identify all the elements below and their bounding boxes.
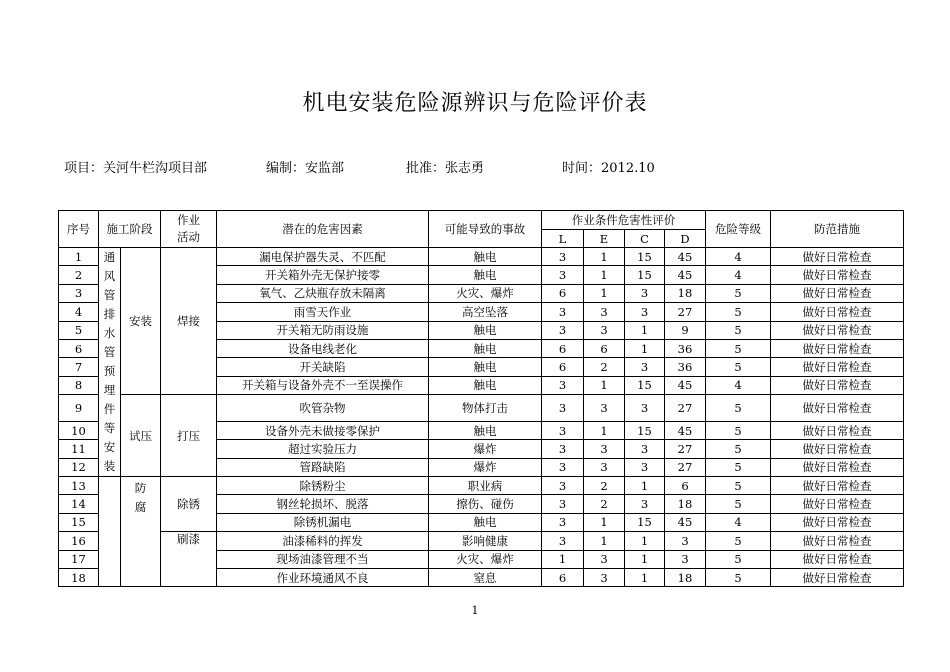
cell-accident: 触电: [429, 266, 542, 284]
cell-accident: 触电: [429, 513, 542, 531]
cell-level: 5: [706, 358, 771, 376]
header-level: 危险等级: [706, 211, 771, 248]
cell-hazard: 作业环境通风不良: [217, 568, 429, 586]
cell-no: 14: [59, 495, 99, 513]
cell-hazard: 钢丝轮损坏、脱落: [217, 495, 429, 513]
cell-D: 18: [665, 568, 706, 586]
cell-accident: 触电: [429, 321, 542, 339]
cell-C: 1: [625, 321, 665, 339]
cell-no: 13: [59, 477, 99, 495]
cell-C: 1: [625, 339, 665, 357]
cell-E: 3: [584, 440, 625, 458]
cell-accident: 触电: [429, 358, 542, 376]
cell-measure: 做好日常检查: [771, 421, 904, 439]
cell-measure: 做好日常检查: [771, 532, 904, 550]
cell-D: 36: [665, 339, 706, 357]
cell-L: 3: [542, 477, 584, 495]
cell-D: 27: [665, 458, 706, 476]
cell-E: 2: [584, 358, 625, 376]
cell-L: 6: [542, 358, 584, 376]
cell-hazard: 设备外壳未做接零保护: [217, 421, 429, 439]
cell-C: 1: [625, 550, 665, 568]
cell-C: 15: [625, 376, 665, 394]
cell-L: 1: [542, 550, 584, 568]
cell-C: 3: [625, 458, 665, 476]
cell-measure: 做好日常检查: [771, 248, 904, 266]
cell-no: 7: [59, 358, 99, 376]
cell-measure: 做好日常检查: [771, 458, 904, 476]
cell-C: 3: [625, 303, 665, 321]
cell-level: 5: [706, 477, 771, 495]
cell-level: 5: [706, 495, 771, 513]
cell-D: 6: [665, 477, 706, 495]
cell-C: 15: [625, 421, 665, 439]
cell-no: 10: [59, 421, 99, 439]
document-title: 机电安装危险源辨识与危险评价表: [302, 91, 648, 116]
cell-C: 15: [625, 513, 665, 531]
cell-L: 3: [542, 532, 584, 550]
cell-E: 2: [584, 495, 625, 513]
cell-measure: 做好日常检查: [771, 321, 904, 339]
cell-level: 5: [706, 339, 771, 357]
cell-level: 5: [706, 303, 771, 321]
cell-E: 1: [584, 248, 625, 266]
cell-E: 2: [584, 477, 625, 495]
cell-C: 1: [625, 532, 665, 550]
cell-C: 15: [625, 248, 665, 266]
header-row-1: [59, 211, 904, 230]
cell-L: 6: [542, 568, 584, 586]
cell-hazard: 吹管杂物: [217, 395, 429, 422]
cell-no: 11: [59, 440, 99, 458]
cell-E: 6: [584, 339, 625, 357]
cell-no: 18: [59, 568, 99, 586]
cell-no: 17: [59, 550, 99, 568]
cell-hazard: 现场油漆管理不当: [217, 550, 429, 568]
activity-paint: 刷漆: [161, 532, 217, 587]
cell-measure: 做好日常检查: [771, 495, 904, 513]
cell-measure: 做好日常检查: [771, 358, 904, 376]
cell-E: 3: [584, 395, 625, 422]
activity-press: 打压: [161, 395, 217, 477]
cell-measure: 做好日常检查: [771, 477, 904, 495]
stage-empty-cell: [99, 477, 121, 587]
cell-E: 1: [584, 376, 625, 394]
meta-project: 项目：关河牛栏沟项目部: [64, 161, 208, 176]
cell-L: 3: [542, 421, 584, 439]
cell-level: 5: [706, 284, 771, 302]
substage-anticorr: 防腐: [121, 477, 161, 587]
table-row: [59, 395, 904, 422]
cell-accident: 触电: [429, 376, 542, 394]
cell-hazard: 除锈粉尘: [217, 477, 429, 495]
cell-level: 4: [706, 513, 771, 531]
cell-C: 3: [625, 495, 665, 513]
cell-D: 3: [665, 550, 706, 568]
cell-level: 4: [706, 266, 771, 284]
cell-level: 5: [706, 440, 771, 458]
cell-D: 27: [665, 395, 706, 422]
cell-accident: 高空坠落: [429, 303, 542, 321]
cell-measure: 做好日常检查: [771, 395, 904, 422]
cell-L: 3: [542, 321, 584, 339]
cell-accident: 触电: [429, 339, 542, 357]
cell-D: 45: [665, 266, 706, 284]
header-D: D: [665, 230, 706, 248]
cell-measure: 做好日常检查: [771, 568, 904, 586]
cell-no: 9: [59, 395, 99, 422]
substage-test: 试压: [121, 395, 161, 477]
cell-accident: 触电: [429, 248, 542, 266]
meta-time: 时间：2012.10: [562, 161, 655, 176]
header-L: L: [542, 230, 584, 248]
cell-D: 18: [665, 284, 706, 302]
cell-accident: 职业病: [429, 477, 542, 495]
cell-E: 3: [584, 303, 625, 321]
cell-D: 45: [665, 421, 706, 439]
table-row: [59, 477, 904, 495]
cell-C: 3: [625, 358, 665, 376]
cell-no: 8: [59, 376, 99, 394]
cell-measure: 做好日常检查: [771, 284, 904, 302]
header-no: 序号: [59, 211, 99, 248]
cell-L: 3: [542, 440, 584, 458]
table-row: [59, 248, 904, 266]
cell-no: 5: [59, 321, 99, 339]
cell-no: 2: [59, 266, 99, 284]
cell-hazard: 开关箱外壳无保护接零: [217, 266, 429, 284]
cell-accident: 物体打击: [429, 395, 542, 422]
activity-derust: 除锈: [161, 477, 217, 532]
cell-D: 3: [665, 532, 706, 550]
header-measure: 防范措施: [771, 211, 904, 248]
cell-D: 18: [665, 495, 706, 513]
cell-C: 1: [625, 568, 665, 586]
cell-E: 3: [584, 568, 625, 586]
cell-level: 5: [706, 532, 771, 550]
cell-E: 1: [584, 513, 625, 531]
stage-main-cell: 通风管排水管预埋件等安装: [99, 248, 121, 477]
cell-level: 5: [706, 321, 771, 339]
cell-D: 45: [665, 248, 706, 266]
cell-level: 5: [706, 568, 771, 586]
cell-L: 3: [542, 395, 584, 422]
cell-measure: 做好日常检查: [771, 339, 904, 357]
cell-hazard: 漏电保护器失灵、不匹配: [217, 248, 429, 266]
cell-L: 6: [542, 284, 584, 302]
cell-C: 15: [625, 266, 665, 284]
cell-hazard: 超过实验压力: [217, 440, 429, 458]
cell-D: 45: [665, 513, 706, 531]
header-accident: 可能导致的事故: [429, 211, 542, 248]
cell-measure: 做好日常检查: [771, 513, 904, 531]
header-E: E: [584, 230, 625, 248]
cell-accident: 火灾、爆炸: [429, 284, 542, 302]
cell-level: 5: [706, 458, 771, 476]
cell-hazard: 设备电线老化: [217, 339, 429, 357]
cell-measure: 做好日常检查: [771, 440, 904, 458]
cell-D: 45: [665, 376, 706, 394]
cell-level: 5: [706, 421, 771, 439]
cell-no: 3: [59, 284, 99, 302]
cell-hazard: 油漆稀料的挥发: [217, 532, 429, 550]
cell-D: 27: [665, 440, 706, 458]
cell-L: 3: [542, 376, 584, 394]
cell-accident: 窒息: [429, 568, 542, 586]
cell-no: 6: [59, 339, 99, 357]
header-stage: 施工阶段: [99, 211, 161, 248]
meta-approver: 批准：张志勇: [406, 161, 485, 176]
cell-no: 4: [59, 303, 99, 321]
cell-E: 1: [584, 284, 625, 302]
header-eval: 作业条件危害性评价: [542, 211, 706, 230]
cell-L: 3: [542, 248, 584, 266]
cell-measure: 做好日常检查: [771, 376, 904, 394]
cell-accident: 触电: [429, 421, 542, 439]
cell-L: 3: [542, 495, 584, 513]
cell-hazard: 开关缺陷: [217, 358, 429, 376]
cell-accident: 影响健康: [429, 532, 542, 550]
meta-editor: 编制：安监部: [266, 161, 345, 176]
cell-L: 3: [542, 266, 584, 284]
hazard-table: [58, 210, 904, 587]
cell-hazard: 氧气、乙炔瓶存放未隔离: [217, 284, 429, 302]
cell-C: 3: [625, 284, 665, 302]
cell-L: 3: [542, 458, 584, 476]
cell-hazard: 雨雪天作业: [217, 303, 429, 321]
activity-weld: 焊接: [161, 248, 217, 395]
cell-no: 12: [59, 458, 99, 476]
cell-E: 1: [584, 532, 625, 550]
table-row: [59, 532, 904, 550]
cell-no: 16: [59, 532, 99, 550]
cell-E: 1: [584, 421, 625, 439]
cell-E: 3: [584, 550, 625, 568]
cell-E: 3: [584, 458, 625, 476]
cell-D: 27: [665, 303, 706, 321]
cell-hazard: 开关箱与设备外壳不一至误操作: [217, 376, 429, 394]
cell-C: 3: [625, 395, 665, 422]
cell-level: 5: [706, 550, 771, 568]
cell-accident: 爆炸: [429, 458, 542, 476]
substage-install: 安装: [121, 248, 161, 395]
cell-E: 1: [584, 266, 625, 284]
header-hazard: 潜在的危害因素: [217, 211, 429, 248]
cell-no: 15: [59, 513, 99, 531]
cell-measure: 做好日常检查: [771, 303, 904, 321]
cell-accident: 火灾、爆炸: [429, 550, 542, 568]
header-activity: 作业活动: [161, 211, 217, 248]
cell-L: 3: [542, 513, 584, 531]
cell-hazard: 管路缺陷: [217, 458, 429, 476]
cell-measure: 做好日常检查: [771, 266, 904, 284]
cell-level: 4: [706, 376, 771, 394]
cell-measure: 做好日常检查: [771, 550, 904, 568]
cell-hazard: 除锈机漏电: [217, 513, 429, 531]
cell-E: 3: [584, 321, 625, 339]
cell-C: 3: [625, 440, 665, 458]
header-C: C: [625, 230, 665, 248]
cell-L: 3: [542, 303, 584, 321]
cell-level: 4: [706, 248, 771, 266]
cell-D: 36: [665, 358, 706, 376]
cell-level: 5: [706, 395, 771, 422]
cell-accident: 擦伤、碰伤: [429, 495, 542, 513]
cell-no: 1: [59, 248, 99, 266]
cell-C: 1: [625, 477, 665, 495]
cell-hazard: 开关箱无防雨设施: [217, 321, 429, 339]
cell-accident: 爆炸: [429, 440, 542, 458]
cell-D: 9: [665, 321, 706, 339]
page-number: 1: [471, 604, 479, 617]
cell-L: 6: [542, 339, 584, 357]
